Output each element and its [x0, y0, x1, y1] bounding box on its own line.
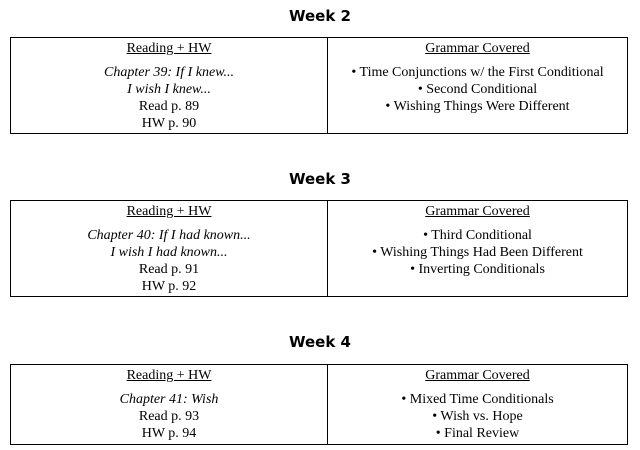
reading-header: Reading + HW: [126, 368, 212, 383]
chapter-line: I wish I knew...: [127, 82, 211, 97]
week-4-grammar-column: [328, 365, 627, 444]
grammar-item: • Final Review: [435, 426, 520, 441]
week-2-reading-column: [11, 38, 328, 133]
grammar-item: • Inverting Conditionals: [410, 262, 545, 277]
chapter-line: I wish I had known...: [110, 245, 228, 260]
hw-pages: HW p. 90: [141, 116, 197, 131]
week-3-grammar-column: [328, 201, 627, 296]
grammar-item: • Wish vs. Hope: [432, 409, 523, 424]
week-2-grammar-column: [328, 38, 627, 133]
week-2-title: Week 2: [289, 7, 351, 25]
read-pages: Read p. 91: [138, 262, 200, 277]
grammar-item: • Wishing Things Were Different: [385, 99, 570, 114]
grammar-item: • Second Conditional: [417, 82, 538, 97]
reading-header: Reading + HW: [126, 41, 212, 56]
chapter-line: Chapter 40: If I had known...: [87, 228, 251, 243]
grammar-item: • Third Conditional: [423, 228, 532, 243]
hw-pages: HW p. 92: [141, 279, 197, 294]
grammar-item: • Time Conjunctions w/ the First Conditional: [351, 65, 604, 80]
chapter-line: Chapter 39: If I knew...: [104, 65, 234, 80]
week-4-title: Week 4: [289, 333, 351, 351]
grammar-header: Grammar Covered: [425, 368, 530, 383]
week-4-reading-column: [11, 365, 328, 444]
chapter-line: Chapter 41: Wish: [119, 392, 219, 407]
week-4-table: [10, 364, 628, 445]
grammar-item: • Wishing Things Had Been Different: [372, 245, 583, 260]
week-3-reading-column: [11, 201, 328, 296]
week-3-title: Week 3: [289, 170, 351, 188]
read-pages: Read p. 89: [138, 99, 200, 114]
week-3-table: [10, 200, 628, 297]
week-2-table: [10, 37, 628, 134]
grammar-header: Grammar Covered: [425, 41, 530, 56]
reading-header: Reading + HW: [126, 204, 212, 219]
grammar-header: Grammar Covered: [425, 204, 530, 219]
hw-pages: HW p. 94: [141, 426, 197, 441]
grammar-item: • Mixed Time Conditionals: [401, 392, 554, 407]
read-pages: Read p. 93: [138, 409, 200, 424]
